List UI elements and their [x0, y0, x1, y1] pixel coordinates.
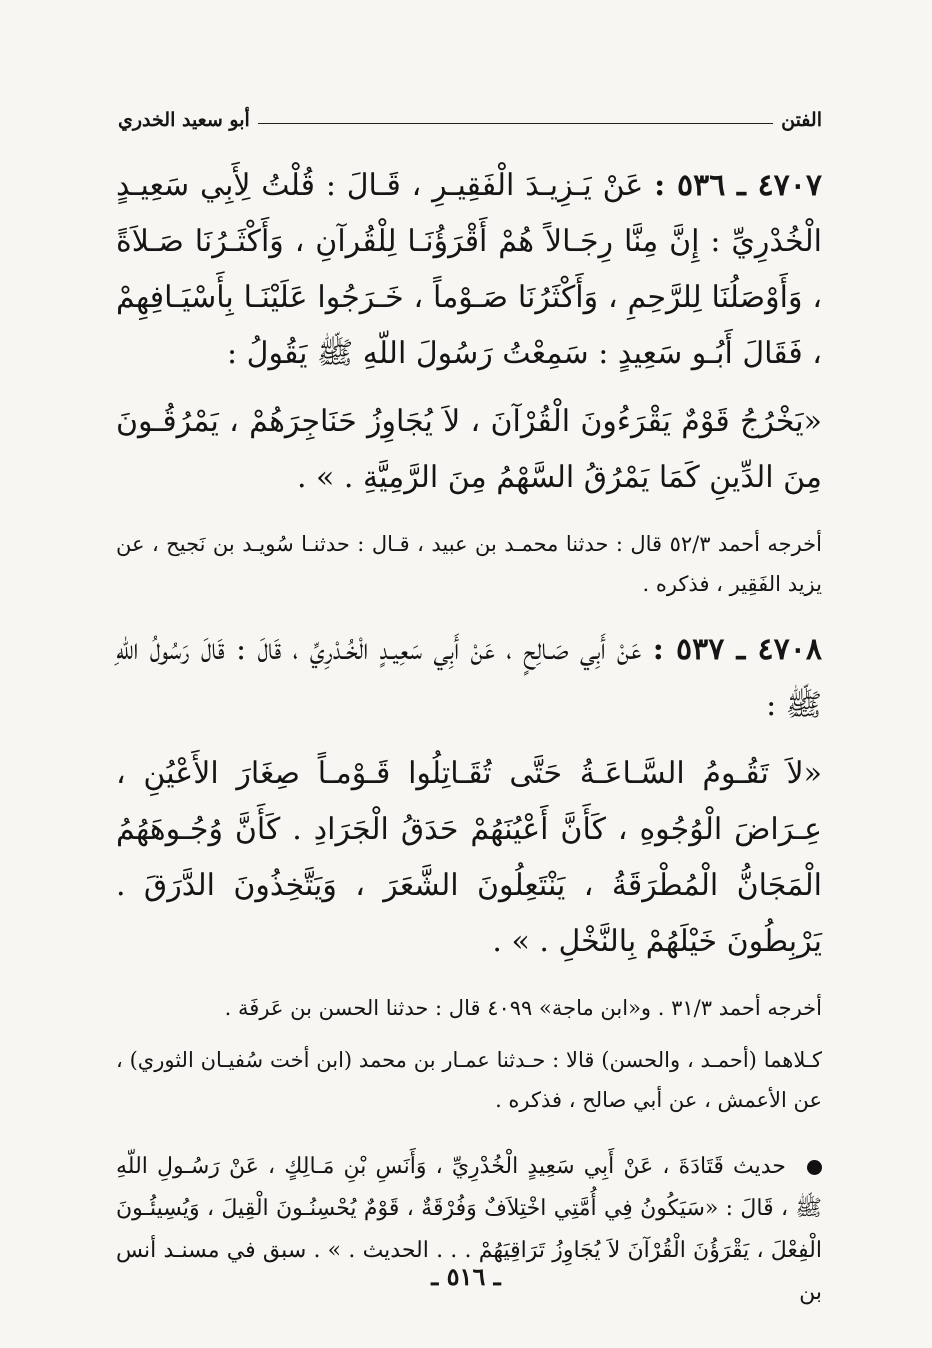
hadith-4708-isnad — [116, 622, 822, 734]
running-header — [118, 100, 822, 140]
hadith-number: ٤٧٠٧ ـ ٥٣٦ : — [654, 168, 823, 203]
hadith-4708-takhrij-2: كـلاهما (أحمـد ، والحسن) قالا : حـدثنا عمـار بن محمد (ابن أخت سُفيـان الثوري) ، عن الأعمش ، عن أبي صالح ، فذكره . — [116, 1048, 822, 1112]
hadith-4708-matn: «لاَ تَقُـومُ السَّـاعَـةُ حَتَّى تُقَـاتِلُوا قَـوْمـاً صِغَارَ الأَعْيُنِ ، عِـرَاضَ الْوُجُوهِ ، كَأَنَّ أَعْيُنَهُمْ حَدَقُ الْجَرَادِ . كَأَنَّ وُجُـوهَهُمُ الْمَجَانُّ الْمُطْرَقَةُ ، يَنْتَعِلُونَ الشَّعَرَ ، وَيَتَّخِذُونَ الدَّرَقَ . يَرْبِطُونَ خَيْلَهُمْ بِالنَّخْلِ . » . — [116, 756, 822, 959]
hadith-4708-takhrij-1: أخرجه أحمد ٣١/٣ . و«ابن ماجة» ٤٠٩٩ قال : حدثنا الحسن بن عَرفَة . — [224, 996, 822, 1020]
hadith-4707-takhrij: أخرجه أحمد ٥٢/٣ قال : حدثنا محمـد بن عبيد ، قـال : حدثنـا سُويـد بن نَجيح ، عن يزيد الفَقِير ، فذكره . — [116, 532, 822, 596]
header-chapter-title: الفتن — [781, 109, 822, 131]
hadith-isnad-text: عَنْ يَـزِيـدَ الْفَقِيـرِ ، قَـالَ : قُلْتُ لِأَبِي سَعِيـدٍ الْخُدْرِيِّ : إِنَّ مِنَّا رِجَـالاً هُمْ أَقْرَؤُنَـا لِلْقُرآنِ ، وَأَكْثَـرُنَا صَـلاَةً ، وَأَوْصَلُنَا لِلرَّحِمِ ، وَأَكْثَرُنَا صَـوْماً ، خَـرَجُوا عَلَيْنَـا بِأَسْيَـافِهِمْ ، فَقَالَ أَبُـو سَعِيدٍ : سَمِعْتُ رَسُولَ اللّهِ ﷺ يَقُولُ : — [116, 168, 822, 371]
hadith-4707-isnad — [116, 158, 822, 382]
page-number: ـ ٥١٦ ـ — [431, 1262, 501, 1291]
header-section-title: أبو سعيد الخدري — [118, 109, 250, 131]
bullet-icon — [807, 1160, 822, 1175]
note-text: حديث قَتَادَةَ ، عَنْ أَبِي سَعِيدٍ الْخُدْرِيِّ ، وَأَنَسِ بْنِ مَـالِكٍ ، عَنْ رَسُـولِ اللّهِ ﷺ ، قَالَ : «سَيَكُونُ فِي أُمَّتِي اخْتِلاَفٌ وَفُرْقَةٌ ، قَوْمٌ يُحْسِنُـونَ الْقِيلَ ، وَيُسِيئُـونَ الْفِعْلَ ، يَقْرَؤُنَ الْقُرْآنَ لاَ يُجَاوِزُ تَرَاقِيَهُمْ . . . الحديث . » . سبق في مسنـد أنس بن — [116, 1154, 822, 1305]
header-rule — [258, 123, 773, 124]
hadith-4707-matn: «يَخْرُجُ قَوْمٌ يَقْرَءُونَ الْقُرْآنَ ، لاَ يُجَاوِزُ حَنَاجِرَهُمْ ، يَمْرُقُـونَ مِنَ الدِّينِ كَمَا يَمْرُقُ السَّهْمُ مِنَ الرَّمِيَّةِ . » . — [116, 404, 822, 495]
hadith-number: ٤٧٠٨ ـ ٥٣٧ : — [652, 632, 822, 667]
page-content — [116, 158, 822, 1314]
hadith-isnad-text: عَنْ أَبِي صَـالِحٍ ، عَنْ أَبِي سَعِيـدٍ الْخُـدْرِيِّ ، قَالَ : قَالَ رَسُولُ اللّهِ ﷺ : — [116, 632, 822, 723]
